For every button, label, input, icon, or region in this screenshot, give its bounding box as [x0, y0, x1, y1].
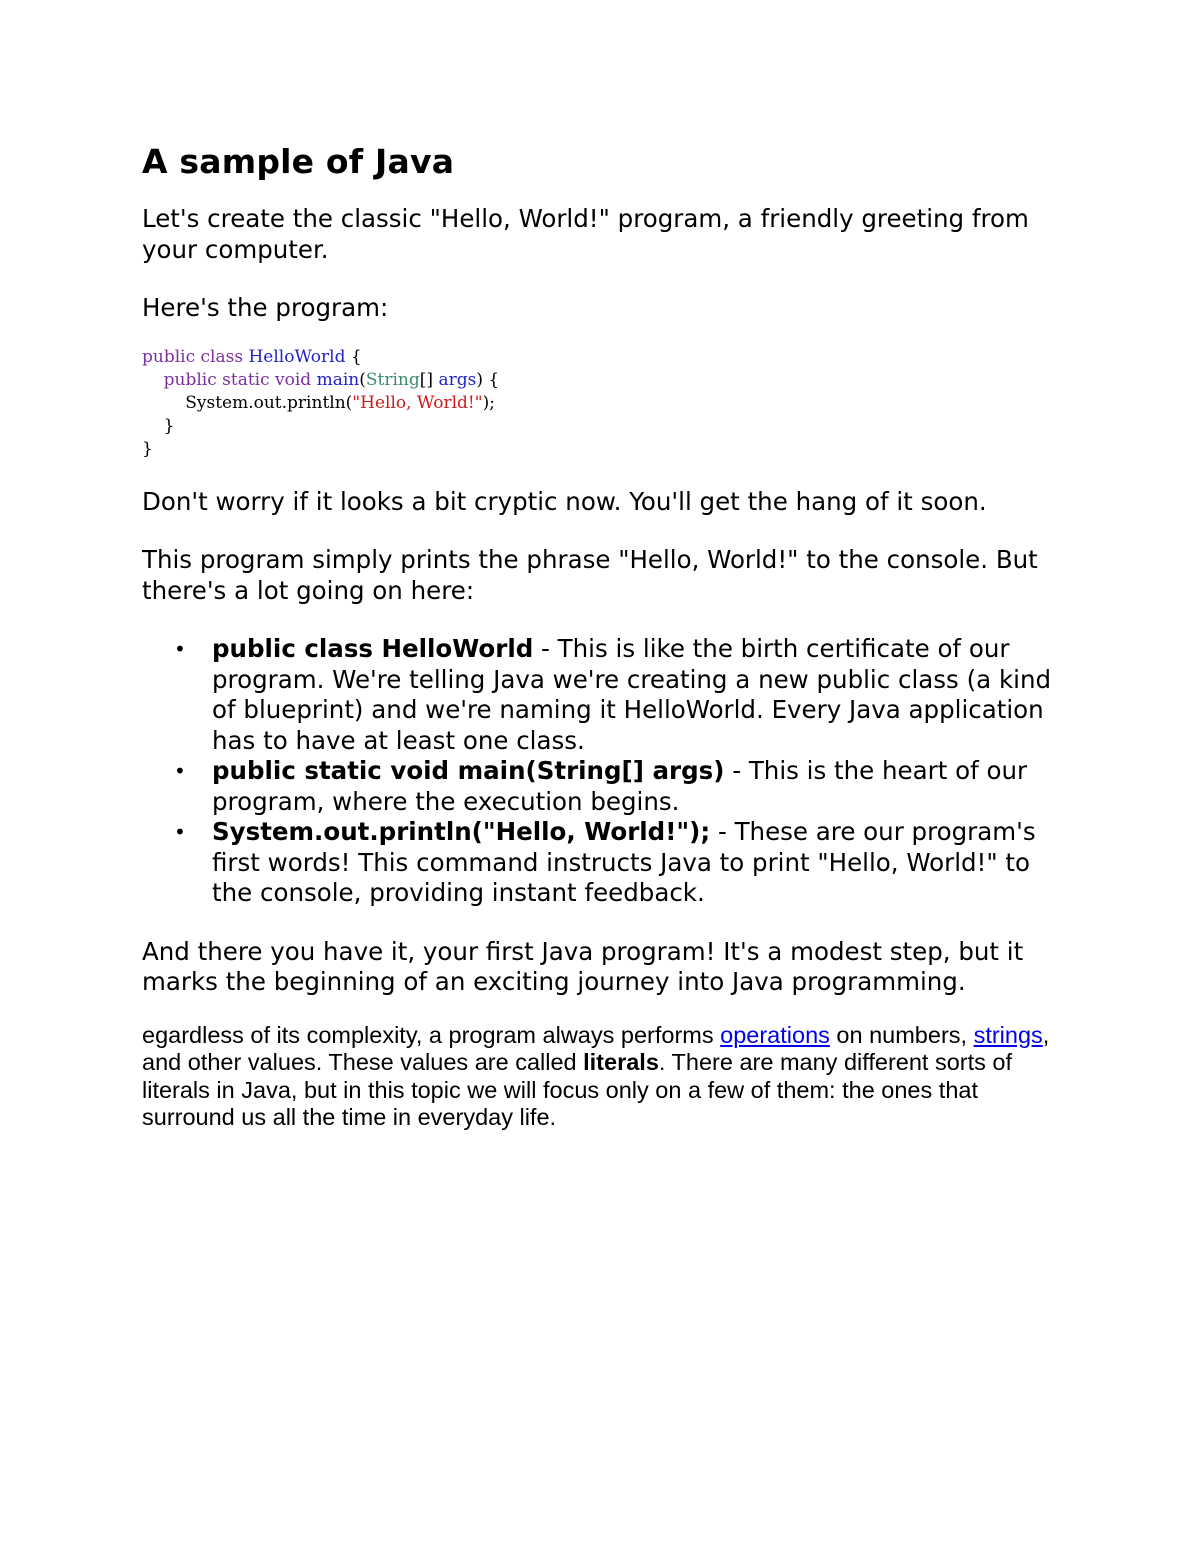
code-line-3: [185, 393, 495, 413]
literals-term: literals: [583, 1049, 659, 1075]
list-item-term: public class HelloWorld: [212, 634, 534, 663]
list-item-text: - This is like the birth certificate of our program. We're telling Java we're creating a new public class (a kind of blueprint) and we're naming it HelloWorld. Every Java application has to have at least one class.: [212, 634, 1052, 755]
code-class-name: HelloWorld: [248, 346, 346, 367]
bullet-icon: •: [174, 820, 186, 844]
document-page: [142, 140, 1062, 1132]
code-line-4: }: [163, 415, 175, 436]
list-item: [174, 756, 1062, 817]
code-method-name: main: [316, 369, 360, 390]
code-line-1: [142, 347, 362, 367]
code-line-2: [164, 370, 500, 390]
code-type: String: [365, 369, 420, 390]
code-block: [142, 346, 1062, 461]
code-param: args: [438, 369, 477, 390]
list-item: [174, 634, 1062, 756]
code-line-5: }: [142, 438, 153, 459]
literals-text: on numbers,: [829, 1021, 974, 1048]
explanation-list: [142, 634, 1062, 909]
program-lead-paragraph: Here's the program:: [142, 293, 389, 322]
code-punct: {: [345, 346, 362, 367]
code-punct: []: [419, 369, 434, 390]
literals-paragraph: [142, 1022, 1062, 1132]
code-punct: ) {: [476, 369, 500, 390]
list-item-term: public static void main(String[] args): [212, 756, 725, 785]
literals-text: egardless of its complexity, a program always performs: [142, 1021, 721, 1048]
literals-text: . There are many different sorts of literals in Java, but in this topic we will focus only on a few of them: the ones that surround us all the time in everyday life.: [142, 1049, 1013, 1130]
list-item-text: - This is the heart of our program, where the execution begins.: [212, 756, 1028, 816]
code-call: System.out.println(: [185, 392, 353, 413]
closing-paragraph: And there you have it, your first Java program! It's a modest step, but it marks the beginning of an exciting journey into Java programming.: [142, 936, 1024, 996]
dont-worry-paragraph: Don't worry if it looks a bit cryptic now. You'll get the hang of it soon.: [142, 486, 987, 516]
list-item-text: - These are our program's first words! This command instructs Java to print "Hello, World!" to the console, providing instant feedback.: [212, 817, 1036, 907]
code-keyword: public class: [142, 346, 244, 367]
code-punct: );: [482, 392, 495, 413]
strings-link[interactable]: strings: [973, 1021, 1043, 1048]
list-item-term: System.out.println("Hello, World!");: [212, 817, 711, 846]
bullet-icon: •: [174, 759, 186, 783]
code-punct: (: [359, 369, 366, 390]
literals-text: , and other values. These values are called: [142, 1021, 1050, 1075]
code-keyword: public static void: [163, 369, 312, 390]
bullet-icon: •: [174, 637, 186, 661]
code-string: "Hello, World!": [352, 392, 483, 413]
operations-link[interactable]: operations: [720, 1021, 830, 1048]
intro-paragraph: Let's create the classic "Hello, World!" program, a friendly greeting from your computer.: [142, 204, 1029, 264]
explain-paragraph: This program simply prints the phrase "Hello, World!" to the console. But there's a lot going on here:: [142, 545, 1038, 605]
document-title: A sample of Java: [142, 142, 455, 181]
list-item: [174, 817, 1062, 909]
